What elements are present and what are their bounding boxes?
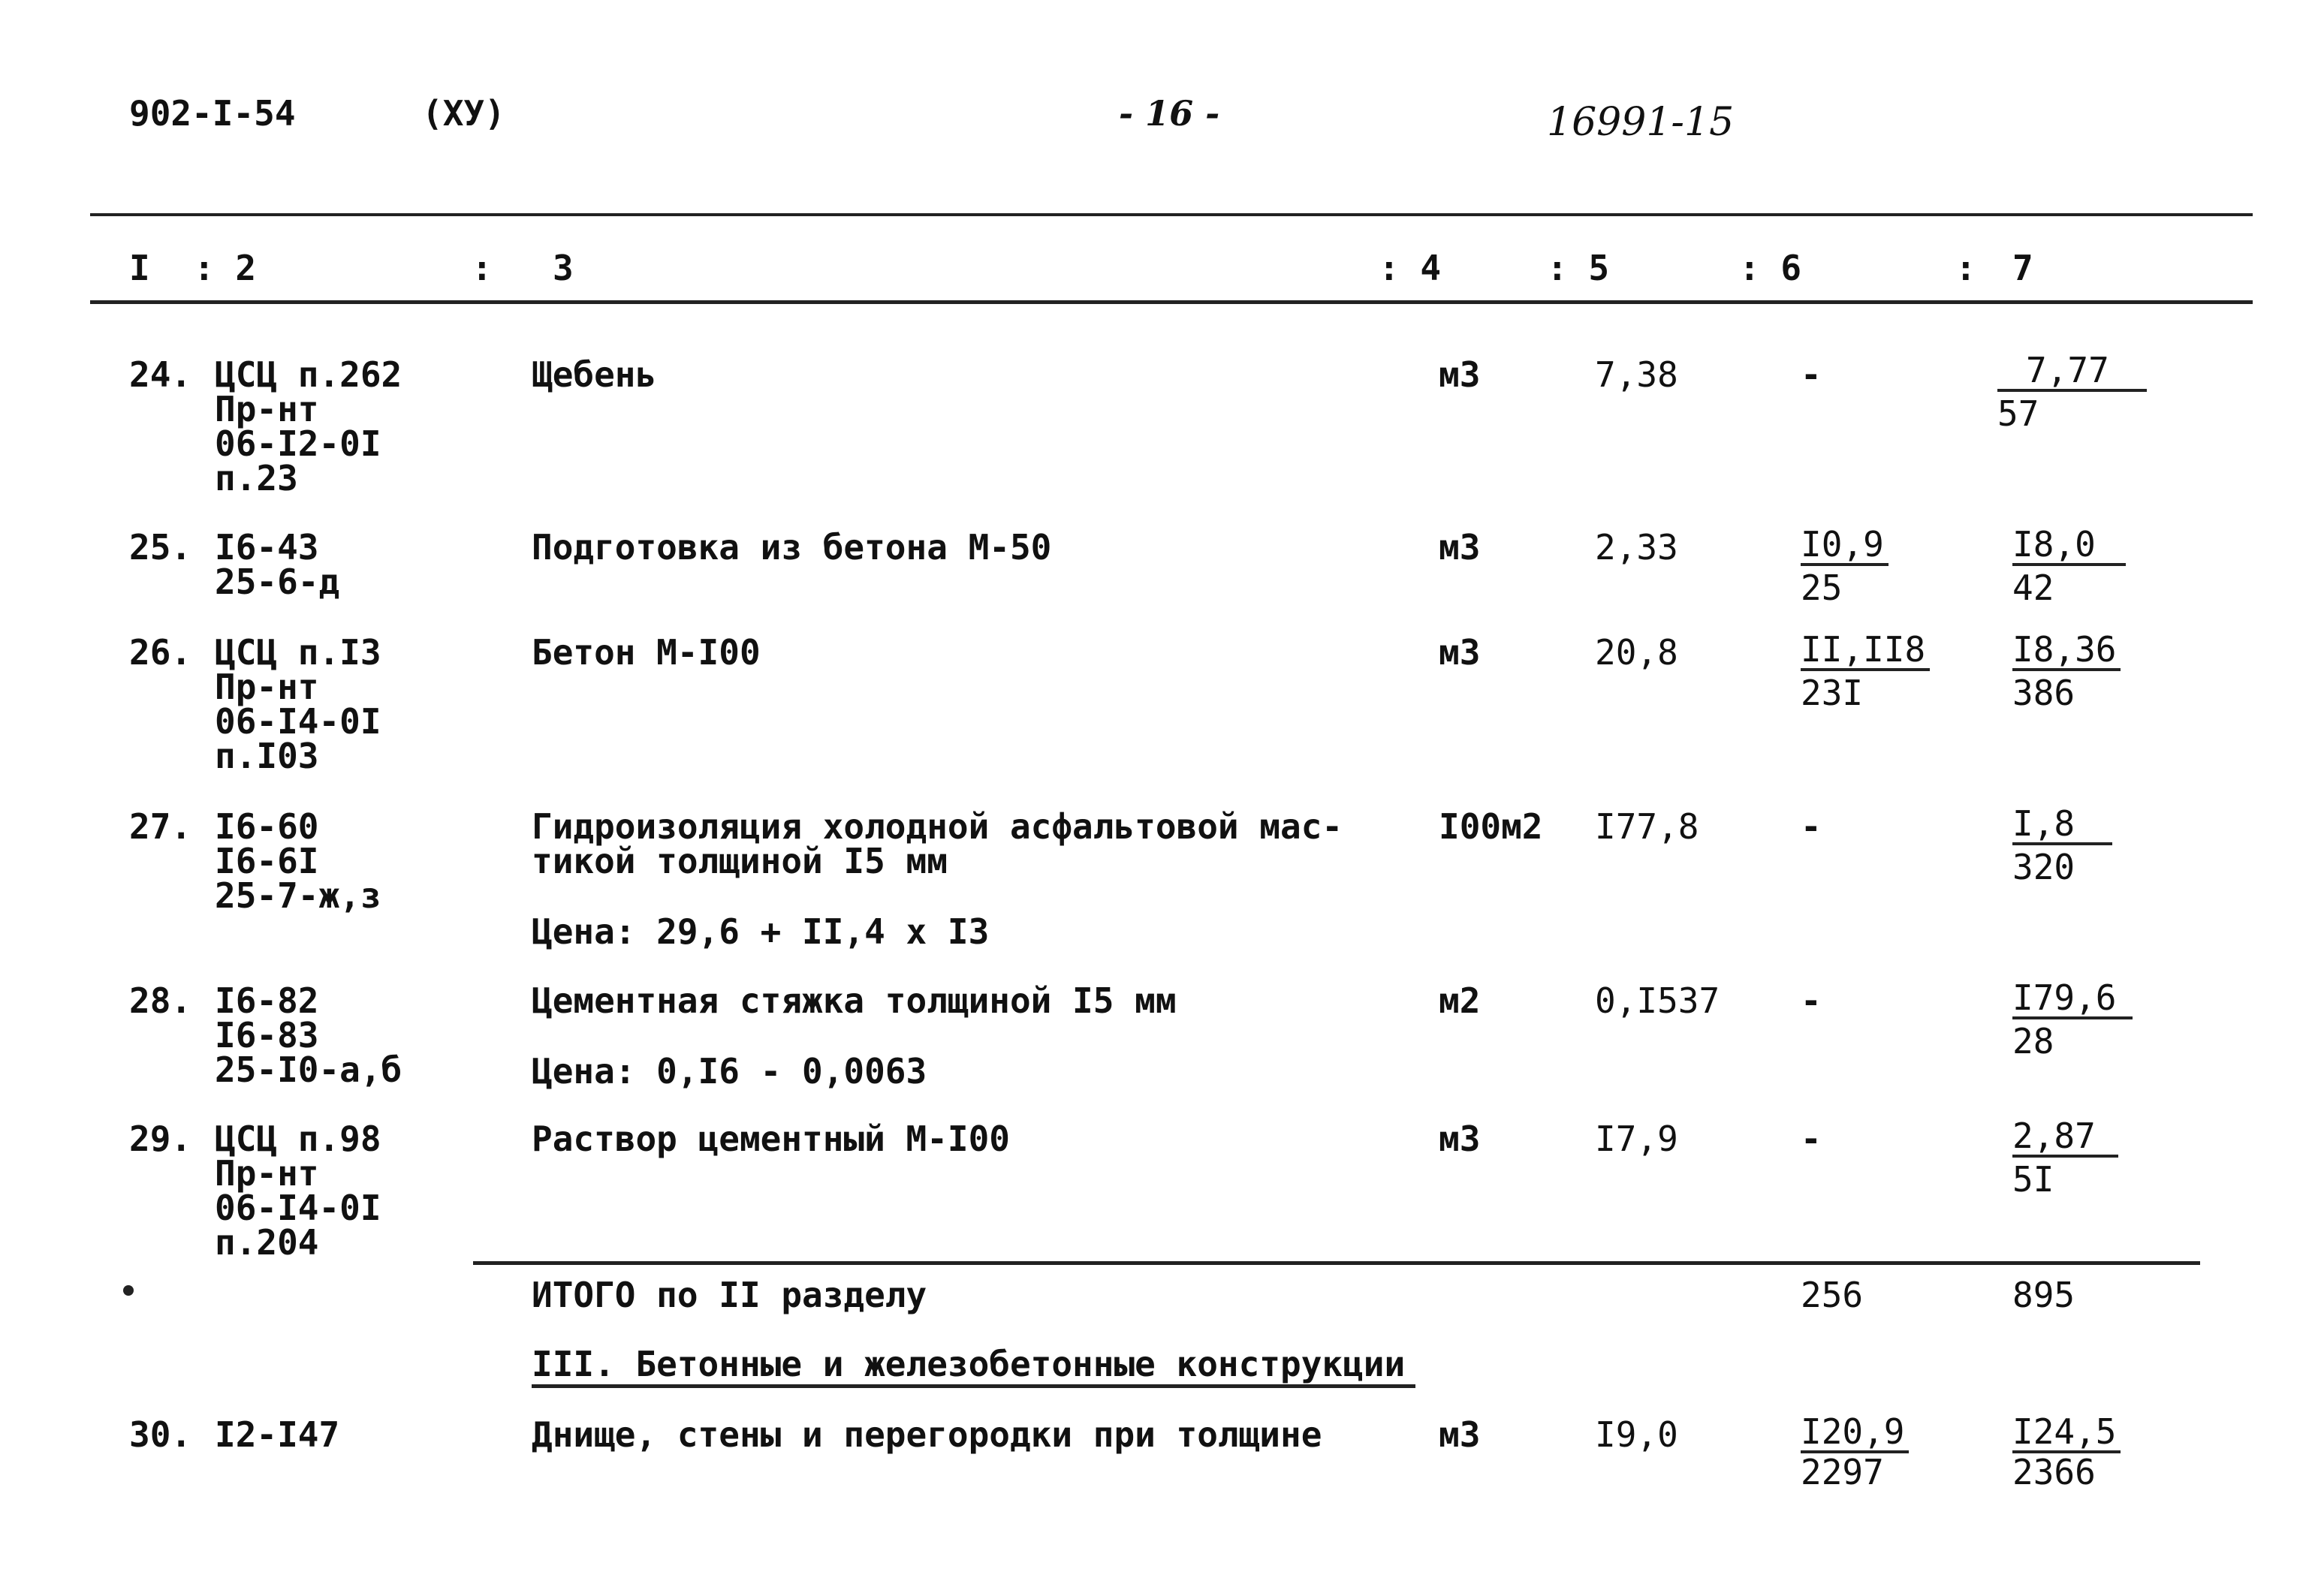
row-col6: $\frac{II,II8}{23I}$	[1801, 632, 1930, 710]
doc-code: 902-I-54	[129, 93, 296, 134]
row-number: 27.	[129, 806, 192, 847]
row-name: Днище, стены и перегородки при толщине	[532, 1414, 1322, 1455]
row-number: 24.	[129, 354, 192, 395]
bullet-mark	[123, 1285, 134, 1296]
row-unit: I00м2	[1439, 806, 1543, 847]
row-code: I6-82 I6-83 25-I0-а,б	[215, 980, 402, 1090]
row-name: Раствор цементный М-I00	[532, 1119, 1010, 1159]
row-col7: $\frac{7,77}{57}$	[1997, 353, 2147, 431]
row-quantity: I9,0	[1595, 1414, 1678, 1455]
row-number: 28.	[129, 980, 192, 1021]
section-heading: III. Бетонные и железобетонные конструкции	[532, 1347, 1415, 1388]
row-code: I6-43 25-6-д	[215, 527, 340, 602]
row-code: ЦСЦ п.262 Пр-нт 06-I2-0I п.23	[215, 354, 402, 498]
row-quantity: I77,8	[1595, 806, 1699, 847]
row-name-continued: тикой толщиной I5 мм	[532, 841, 948, 881]
price-note: Цена: 29,6 + II,4 х I3	[532, 911, 990, 952]
row-quantity: 0,I537	[1595, 980, 1720, 1021]
row-col6: -	[1801, 354, 1822, 395]
row-unit: м3	[1439, 1414, 1481, 1455]
row-col7: $\frac{I79,6}{28}$	[2012, 980, 2133, 1058]
row-unit: м3	[1439, 632, 1481, 673]
row-number: 29.	[129, 1119, 192, 1159]
total-rule	[473, 1261, 2200, 1265]
row-col7: $\frac{I8,0}{42}$	[2012, 527, 2126, 605]
row-number: 26.	[129, 632, 192, 673]
row-col7: $\frac{I,8}{320}$	[2012, 806, 2112, 884]
row-unit: м3	[1439, 354, 1481, 395]
row-number: 30.	[129, 1414, 192, 1455]
row-code: I6-60 I6-6I 25-7-ж,з	[215, 806, 381, 916]
row-quantity: 20,8	[1595, 632, 1678, 673]
row-name: Гидроизоляция холодной асфальтовой мас-	[532, 806, 1343, 847]
row-quantity: I7,9	[1595, 1119, 1678, 1159]
section-number: (XУ)	[422, 93, 505, 134]
header-rule	[90, 300, 2253, 304]
sheet-reference: 16991-15	[1547, 100, 1735, 145]
row-name: Цементная стяжка толщиной I5 мм	[532, 980, 1177, 1021]
row-col6: -	[1801, 806, 1822, 847]
col-header-4: : 4	[1379, 248, 1442, 288]
row-number: 25.	[129, 527, 192, 568]
row-col6: -	[1801, 980, 1822, 1021]
col-header-3: 3	[553, 248, 574, 288]
row-col7: $\frac{2,87}{5I}$	[2012, 1119, 2118, 1197]
row-col6: $\frac{I20,9}{2297}$	[1801, 1414, 1909, 1489]
col-separator: :	[472, 248, 493, 288]
price-note: Цена: 0,I6 - 0,0063	[532, 1051, 927, 1092]
top-rule	[90, 213, 2253, 216]
row-quantity: 2,33	[1595, 527, 1678, 568]
row-col6: -	[1801, 1119, 1822, 1159]
row-name: Щебень	[532, 354, 657, 395]
total-label: ИТОГО по II разделу	[532, 1275, 927, 1315]
total-col6: 256	[1801, 1275, 1864, 1315]
row-quantity: 7,38	[1595, 354, 1678, 395]
row-col7: $\frac{I8,36}{386}$	[2012, 632, 2121, 710]
row-unit: м2	[1439, 980, 1481, 1021]
row-code: I2-I47	[215, 1414, 340, 1455]
col-header-2: : 2	[194, 248, 257, 288]
col-header-6: : 6	[1739, 248, 1802, 288]
row-col6: $\frac{I0,9}{25}$	[1801, 527, 1889, 605]
row-unit: м3	[1439, 1119, 1481, 1159]
page-number: - 16 -	[1119, 93, 1220, 134]
col-separator: :	[1955, 248, 1976, 288]
col-header-1: I	[129, 248, 150, 288]
col-header-7: 7	[2012, 248, 2033, 288]
row-col7: $\frac{I24,5}{2366}$	[2012, 1414, 2121, 1489]
row-code: ЦСЦ п.I3 Пр-нт 06-I4-0I п.I03	[215, 632, 381, 776]
col-header-5: : 5	[1547, 248, 1610, 288]
row-unit: м3	[1439, 527, 1481, 568]
row-name: Подготовка из бетона М-50	[532, 527, 1052, 568]
row-code: ЦСЦ п.98 Пр-нт 06-I4-0I п.204	[215, 1119, 381, 1263]
total-col7: 895	[2012, 1275, 2075, 1315]
row-name: Бетон М-I00	[532, 632, 761, 673]
